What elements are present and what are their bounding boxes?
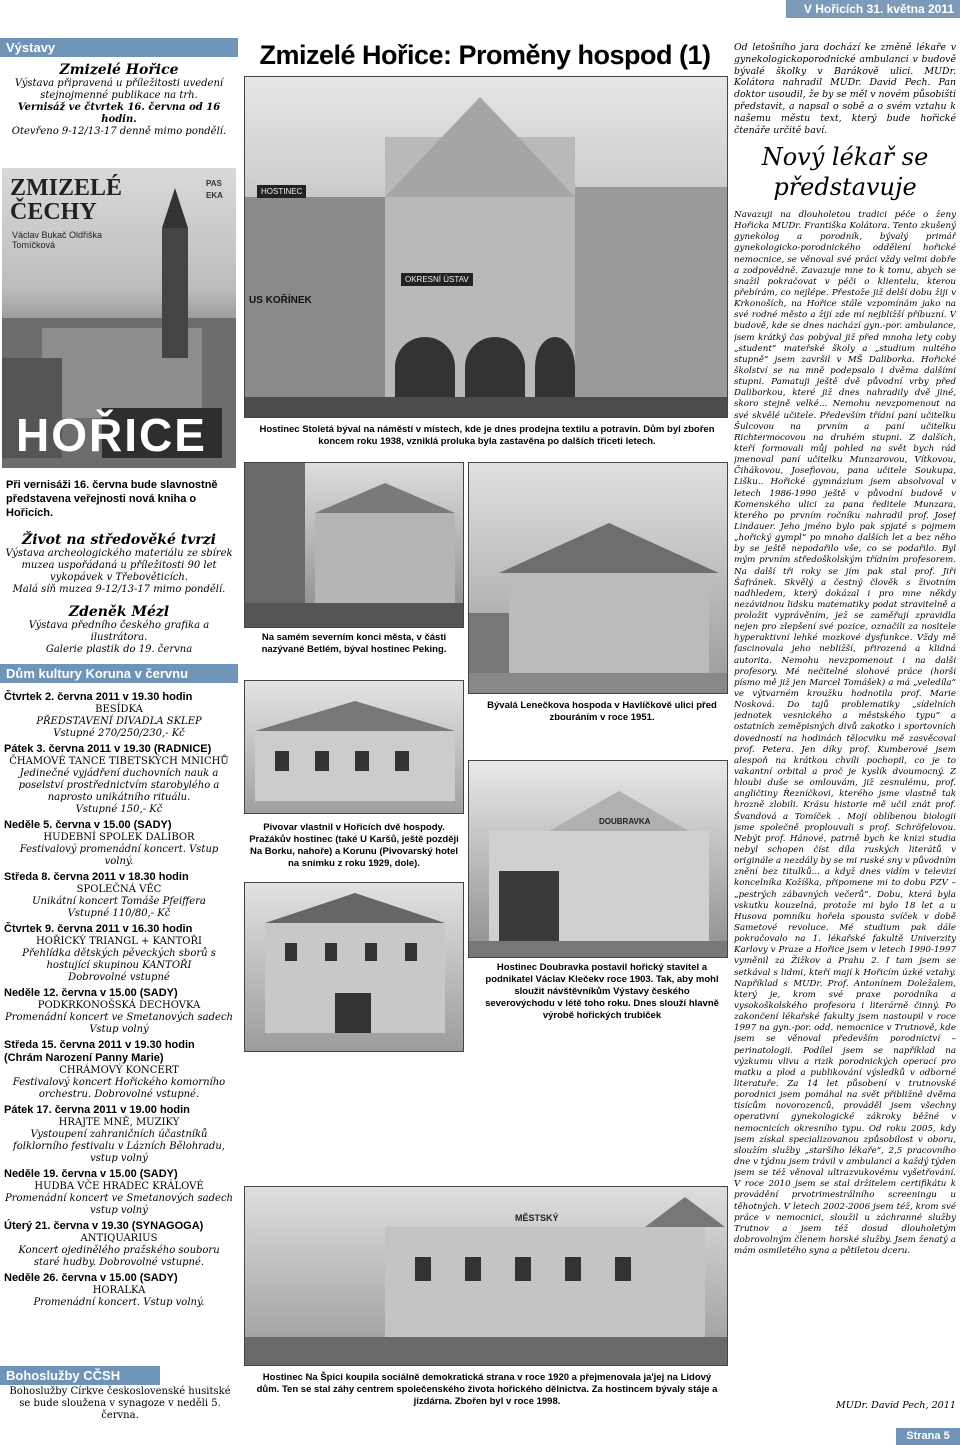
event-date: Úterý 21. června v 19.30 (SYNAGOGA): [4, 1220, 204, 1232]
sign-doubravka: DOUBRAVKA: [599, 817, 651, 826]
vernisage-caption: Při vernisáži 16. června bude slavnostně představena veřejnosti nová kniha o Hořicích.: [6, 479, 218, 519]
building-illustration: [245, 883, 464, 1052]
exhibition-text: Výstava archeologického materiálu ze sbírek muzea uspořádaná u příležitosti 90 let vykopávek v Třebověticích.: [5, 548, 233, 583]
photo-koruna-hotel: [244, 882, 464, 1052]
exhibition-zmizele: [4, 62, 234, 138]
event-title: HUDEBNÍ SPOLEK DALIBOR: [43, 832, 195, 843]
building-illustration: [469, 761, 728, 958]
event-detail: Jedinečné vyjádření duchovních nauk a poselství prostřednictvím starobylého a naprosto unikátního rituálu.: [18, 768, 220, 803]
event-title: SPOLEČNÁ VĚC: [76, 884, 162, 895]
building-illustration: [469, 463, 728, 694]
event-detail: vstup volný: [90, 1205, 148, 1216]
sign-okresni-ustav: OKRESNÍ ÚSTAV: [401, 273, 473, 286]
event-detail: Promenádní koncert. Vstup volný.: [33, 1297, 205, 1308]
event-item: [4, 923, 234, 984]
event-detail: Vstup volný: [89, 1024, 149, 1035]
event-title: PODKRKONOŠSKÁ DECHOVKA: [37, 1000, 201, 1011]
event-date: Neděle 19. června v 15.00 (SADY): [4, 1168, 178, 1180]
book-town: HOŘICE: [16, 409, 207, 461]
event-title: HUDBA VČE HRADEC KRÁLOVÉ: [34, 1181, 204, 1192]
event-date: Pátek 3. června 2011 v 19.30 (RADNICE): [4, 743, 212, 755]
page-number: Strana 5: [896, 1428, 960, 1445]
event-date: Neděle 26. června v 15.00 (SADY): [4, 1272, 178, 1284]
event-detail: Promenádní koncert ve Smetanových sadech: [5, 1193, 233, 1204]
event-detail: PŘEDSTAVENÍ DIVADLA SKLEP: [36, 716, 202, 727]
event-item: [4, 1168, 234, 1217]
exhibition-hours: Otevřeno 9-12/13-17 denně mimo pondělí.: [11, 126, 227, 137]
caption-stoleta: Hostinec Stoletá býval na náměstí v místech, kde je dnes prodejna textilu a potravin. Dům byl zbořen koncem roku 1938, vzniklá proluka byla zastavěna po dalších třiceti letech.: [259, 424, 715, 447]
section-header-dum-kultury: Dům kultury Koruna v červnu: [0, 664, 238, 683]
exhibition-title: Zdeněk Mézl: [68, 604, 170, 620]
exhibition-text: Výstava předního českého grafika a ilustrátora.: [28, 620, 210, 643]
event-item: [4, 819, 234, 868]
exhibition-text: Výstava připravená u příležitosti uvedení stejnojmenné publikace na trh.: [14, 78, 224, 101]
sign-korinek: US KOŘÍNEK: [249, 295, 312, 306]
event-date: Středa 8. června 2011 v 18.30 hodin: [4, 871, 189, 883]
event-item: [4, 1272, 234, 1309]
book-title: ZMIZELÉ ČECHY: [10, 175, 123, 225]
event-detail: Vystoupení zahraničních účastníků folklorního festivalu v Lázních Bělohradu, vstup volný: [13, 1129, 225, 1164]
event-detail: Promenádní koncert ve Smetanových sadech: [5, 1012, 233, 1023]
building-illustration: [245, 77, 728, 418]
caption-doubravka: Hostinec Doubravka postavil hořický stavitel a podnikatel Václav Klečekv roce 1903. Tak, aby mohl sloužit návštěvníkům Výstavy českého severovýchodu v létě toho roku. Dnes slouží hlavně výrobě hořických trubiček: [485, 962, 719, 1021]
exhibition-tvrz: [4, 532, 234, 596]
event-title: HORALKA: [92, 1285, 146, 1296]
event-item: [4, 987, 234, 1036]
event-item: [4, 691, 234, 740]
issue-date-bar: V Hořicích 31. května 2011: [786, 0, 960, 18]
event-detail: Festivalový promenádní koncert. Vstup volný.: [19, 844, 219, 867]
exhibition-title: Život na středověké tvrzi: [21, 532, 216, 548]
event-detail: Vstupné 150,- Kč: [75, 804, 163, 815]
photo-prazakuv-hostinec: [244, 680, 464, 814]
event-detail: Festivalový koncert Hořického komorního orchestru. Dobrovolné vstupné.: [12, 1077, 226, 1100]
event-item: [4, 1039, 234, 1101]
event-item: [4, 871, 234, 920]
photo-hostinec-stoleta: [244, 76, 728, 418]
exhibition-hours: Galerie plastik do 19. června: [45, 644, 193, 655]
photo-hostinec-na-spici: [244, 1186, 728, 1366]
event-item: [4, 1104, 234, 1165]
building-illustration: [245, 1187, 728, 1366]
caption-pivovar: Pivovar vlastnil v Hořicích dvě hospody. Pražákův hostinec (také U Karšů, ještě později Na Borku, nahoře) a Korunu (Pivovarský hotel na snímku z roku 1929, dole).: [249, 822, 459, 869]
exhibition-hours: Malá síň muzea 9-12/13-17 mimo pondělí.: [12, 584, 226, 595]
article-body: Navazuji na dlouholetou tradici péče o ženy Hořicka MUDr. Františka Kolátora. Tento zkušený gynekolog a porodník, bývalý primář gynekologicko-porodnického oddělení hořické nemocnice, se věnoval své práci vždy velmi dobře a zodpovědně. Zavazuje mne to k tomu, abych se snažil pokračovat v péči o klientelu, kterou přebírám, co nejlépe. Přestože již delší dobu žiji v Krkonoších, na Hořice stále vzpomínám jako na své rodné město a žijí zde mí nejbližší příbuzní. V budově, kde se dnes nachází gyn.-por. ambulance, jsem krátký čas pobýval již před mnoha lety coby „student“ mateřské školy a „studium nultého stupně“ jsem završil v MŠ Daliborka. Hořické školství se na mně podepsalo i dvěma dalšími stupni. Pamatuji ještě dvě původní vrby před Daliborkou, které již dnes nahradily dvě jiné, skoro stejně velké... Nemohu nevzpomenout na své skvělé učitele. Především třídní paní učitelku Šulcovou na prvním a paní učitelku Richtermocovou na druhém stupni. Z dalších, kteří formovali můj pohled na svět bych rád jmenoval paní učitelku Munzarovou, Vítkovou, Čihákovou, Josefiovou, pana učitele Soukupa, Lišku.. Hořické gymnázium jsem absolvoval v letech 1986-1990 ještě v původní budově v Komenského ulici za pana ředitele Munzara, kterého po prvním ročníku nahradil prof. Josef Lindauer. Jeho jméno bylo pak spjaté s pojmem „hořický gympl“ po mnoho dalších let a bez něho by se ještě nepodařilo vše, co se podařilo. Byl mým prvním středoškolským třídním profesorem. Na další tři roky se jím pak stal prof. Jiří Šafránek. Skvělý a čestný člověk s životním nadhledem, který dokázal i pro mne někdy nezávidnou lidsku matematiky podat stravitelně a proložit vyprávěním, jež se zaměřují zpravidla nejen pro zlepšení své pozice, označili za nositele hyperaktivní lehké mozkové dysfunkce. Vždy mě fascinovala jeho nebližší, přirozená a klidná autorita. Nemohu nevzpomenout i na další profesory. Mé nečitelné slohové práce (horší písmo mě již jen Marcel Tomášek) a má „veledíla“ ve výtvarném kroužku hodnotila prof. Marie Nosková. Do tajů problematiky „sídelních jednotek vesnického a městského typu“ a ostatních zeměpisných divů zakotko i sportovních dovedností na hodinách tělocviku mě zasvěcoval prof. Petera. Jen díky prof. Kumberové jsem alespoň na krátkou chvíli pochopil, co je to vakantní orbital a proč je kyslík dvoumocný. Z hloubi duše se omlouvám, již zesnulému, prof. angličtiny Řezníčkovi, kterého jsme vlastně tak hrozně zlobili. Krásu historie mě učil znát prof. Švandová a Tomíček . Mojí oblíbenou biologii jsme společně proplouvali s prof. Schröfelovou. Nebýt prof. Hánové, patrně bych ke knizi studia nebyl schopen číst díla ruských literátů v originále a nezdály by se mi ruské sny v původním znění bez titulků... a když dnes vidím v televizi koncelníka Kožíška, připomene mi to dobu PZV – „pestrých zábavných večerů“. Dobu, která byla vskutku kouzelná, protože mi bylo 18 let a u Husova pomníku hořela spousta svíček v době Sametové revoluce. Mé studium pak dále pokračovalo na 1. lékařské fakultě Univerzity Karlovy v Praze a Hořice jsem v letech 1990-1997 vyměnil za Žižkov a Prahu 2. I tam jsem se setkával s lidmi, kteří mají k Hořicím úzké vztahy. Například s MUDr. Prof. Antonínem Doležalem, který je, krom své praxe porodníka a vysokoškolského profesora i literárně činný. Po zakončení lékařské fakulty jsem nastoupil v roce 1997 na gyn.-por. odd. nemocnice v Trutnově, kde jsem se věnoval především porodnictví – perinatologii. Podílel jsem se například na výzkumu vlivu a rizik porodnických operací pro matku a plod a publikování výsledků v odborné literatuře. Za 14 let působení v trutnovské porodnici jsem pomáhal na svět přibližně dvěma tisícům novorozenců, prováděl jsem všechny operativní gynekologické zákroky běžné v nemocnicích okresního typu. Od roku 2005, kdy jsem získal specializovanou způsobilost v oboru, sloužím služby „staršího lékaře“, 2,5 pracovního dne v týdnu jsem trávil v ambulanci a každý týden jsem se též věnoval ultrazvukovému vyšetřování. V roce 2010 jsem se stal držitelem certifikátu k provádění prvotrimestrálního screeningu u těhotných. V letech 2002-2006 jsem též, krom své práce v nemocnici, sloužil u záchranné služby Trutnov a jsem též dosud dlouholetým dobrovolným členem horské služby. Jsem ženatý a mám osmiletého syna a pětiletou dceru.: [734, 210, 956, 1257]
event-title: ČHAMOVÉ TANCE TIBETSKÝCH MNICHŮ: [9, 756, 229, 767]
event-detail: Dobrovolné vstupné: [68, 972, 170, 983]
event-detail: Unikátní koncert Tomáše Pfeiffera: [32, 896, 206, 907]
caption-na-spici: Hostinec Na Špici koupila sociálně demokratická strana v roce 1920 a přejmenovala ja'jej na Lidový dům. Ten se stal záhy centrem společenského života hořického dělnictva. Za hostincem bývaly stáje a jízdárna. Zbořen byl v roce 1998.: [256, 1372, 718, 1407]
article-intro: Od letošního jara dochází ke změně lékaře v gynekologickoporodnické ambulanci v budově bývalé školky v Barákově ulici. MUDr. Kolátora nahradil MUDr. David Pech. Pan doktor usoudil, že by se měl v novém působišti představit, a napsal o sobě a o svém vztahu k našemu městu text, který bude hořické čtenáře určitě baví.: [734, 42, 956, 136]
event-title: HRAJTE MNĚ, MUZIKY: [58, 1117, 180, 1128]
caption-peking: Na samém severním konci města, v části nazývané Betlém, býval hostinec Peking.: [261, 632, 447, 655]
event-date: Středa 15. června 2011 v 19.30 hodin (Chrám Narození Panny Marie): [4, 1039, 195, 1064]
exhibition-mezl: [4, 604, 234, 656]
building-illustration: [245, 681, 464, 814]
building-illustration: [245, 463, 464, 628]
book-cover-image: [2, 168, 236, 468]
sign-mestsky: MĚSTSKÝ: [515, 1213, 559, 1223]
book-authors: Václav Bukač Oldřiška Tomíčková: [12, 230, 103, 250]
exhibition-vernisage: Vernisáž ve čtvrtek 16. června od 16 hodin.: [17, 102, 221, 125]
event-title: CHRÁMOVÝ KONCERT: [59, 1065, 179, 1076]
book-publisher: PASEKA: [206, 179, 223, 200]
sign-hostinec: HOSTINEC: [257, 185, 306, 198]
event-item: [4, 743, 234, 816]
photo-leneckova-hospoda: [468, 462, 728, 694]
event-title: HOŘICKÝ TRIANGL + KANTOŘI: [36, 936, 202, 947]
event-detail: Přehlídka dětských pěveckých sborů s hostující skupinou KANTOŘI: [22, 948, 216, 971]
caption-leneckova: Bývalá Lenečkova hospoda v Havlíčkově ulici před zbouráním v roce 1951.: [487, 700, 717, 723]
article-headline: Nový lékař se představuje: [761, 143, 929, 201]
photo-hostinec-doubravka: [468, 760, 728, 958]
event-detail: Vstupné 110/80,- Kč: [67, 908, 171, 919]
photo-hostinec-peking: [244, 462, 464, 628]
event-detail: Koncert ojedinělého pražského souboru staré hudby. Dobrovolné vstupné.: [18, 1245, 220, 1268]
event-date: Čtvrtek 2. června 2011 v 19.30 hodin: [4, 691, 193, 703]
event-title: ANTIQUARIUS: [80, 1233, 158, 1244]
event-date: Čtvrtek 9. června 2011 v 16.30 hodin: [4, 923, 193, 935]
event-detail: Vstupné 270/250/230,- Kč: [53, 728, 185, 739]
exhibition-title: Zmizelé Hořice: [59, 62, 179, 78]
article-signature: MUDr. David Pech, 2011: [835, 1400, 956, 1411]
event-date: Neděle 12. června v 15.00 (SADY): [4, 987, 178, 999]
event-item: [4, 1220, 234, 1269]
event-date: Neděle 5. června v 15.00 (SADY): [4, 819, 172, 831]
section-header-ccsh: Bohoslužby CČSH: [0, 1366, 160, 1385]
page-title: Zmizelé Hořice: Proměny hospod (1): [259, 40, 711, 70]
ccsh-text: Bohoslužby Církve československé husitské se bude sloužena v synagoze v neděli 5. června.: [9, 1386, 231, 1421]
section-header-vystavy: Výstavy: [0, 38, 238, 57]
event-list: [4, 688, 234, 1309]
event-title: BESÍDKA: [95, 704, 143, 715]
event-date: Pátek 17. června 2011 v 19.00 hodin: [4, 1104, 190, 1116]
